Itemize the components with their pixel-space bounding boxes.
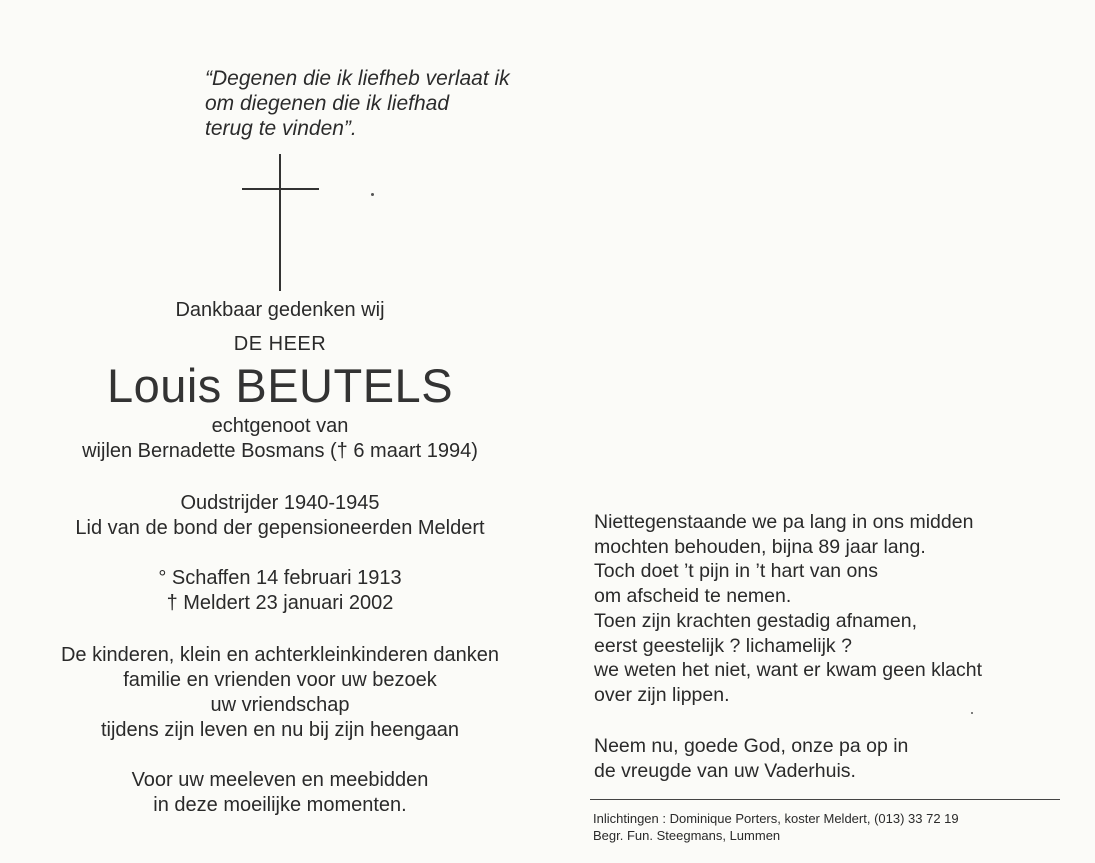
thanks-block — [30, 643, 530, 743]
poem-line: Toen zijn krachten gestadig afnamen, — [594, 609, 918, 632]
closing-block — [30, 768, 530, 818]
poem-line: Toch doet ’t pijn in ’t hart van ons — [594, 560, 878, 583]
prayer-block — [594, 734, 908, 783]
spouse-label: echtgenoot van — [211, 415, 349, 437]
contact-info: Inlichtingen : Dominique Porters, koster Meldert, (013) 33 72 19 — [593, 811, 959, 826]
intro-text: Dankbaar gedenken wij — [175, 299, 385, 321]
opening-quote — [205, 66, 565, 141]
prayer-line: Neem nu, goede God, onze pa op in — [594, 735, 909, 757]
thanks-line: uw vriendschap — [210, 694, 350, 716]
honorific: DE HEER — [233, 333, 327, 355]
thanks-line: familie en vrienden voor uw bezoek — [123, 669, 437, 691]
poem-line: we weten het niet, want er kwam geen klacht — [594, 659, 983, 682]
birth-date: ° Schaffen 14 februari 1913 — [158, 567, 402, 589]
role-veteran: Oudstrijder 1940-1945 — [180, 492, 380, 514]
life-dates — [30, 566, 530, 616]
poem-line: over zijn lippen. — [594, 683, 730, 706]
poem-line: mochten behouden, bijna 89 jaar lang. — [594, 535, 926, 558]
prayer-line: de vreugde van uw Vaderhuis. — [594, 759, 856, 782]
closing-line: in deze moeilijke momenten. — [153, 794, 407, 816]
spouse-name: wijlen Bernadette Bosmans († 6 maart 1994) — [82, 440, 478, 462]
footer-info — [593, 810, 959, 844]
closing-line: Voor uw meeleven en meebidden — [131, 769, 429, 791]
poem-line: om afscheid te nemen. — [594, 585, 792, 608]
poem-line: eerst geestelijk ? lichamelijk ? — [594, 634, 852, 657]
quote-line: “Degenen die ik liefheb verlaat ik — [205, 67, 510, 90]
print-speck — [371, 193, 374, 196]
role-member: Lid van de bond der gepensioneerden Meldert — [75, 517, 485, 539]
quote-line: terug te vinden”. — [205, 117, 357, 140]
thanks-line: tijdens zijn leven en nu bij zijn heengaan — [100, 719, 460, 741]
quote-line: om diegenen die ik liefhad — [205, 92, 450, 115]
poem-line: Niettegenstaande we pa lang in ons midden — [594, 511, 974, 533]
deceased-header — [30, 298, 530, 464]
footer-divider — [590, 799, 1060, 800]
roles-block — [30, 491, 530, 541]
thanks-line: De kinderen, klein en achterkleinkinderen danken — [60, 644, 500, 666]
poem-block — [594, 510, 982, 708]
print-speck — [971, 712, 973, 714]
death-date: † Meldert 23 januari 2002 — [166, 592, 394, 614]
funeral-home: Begr. Fun. Steegmans, Lummen — [593, 828, 781, 843]
deceased-name: Louis BEUTELS — [106, 359, 454, 412]
